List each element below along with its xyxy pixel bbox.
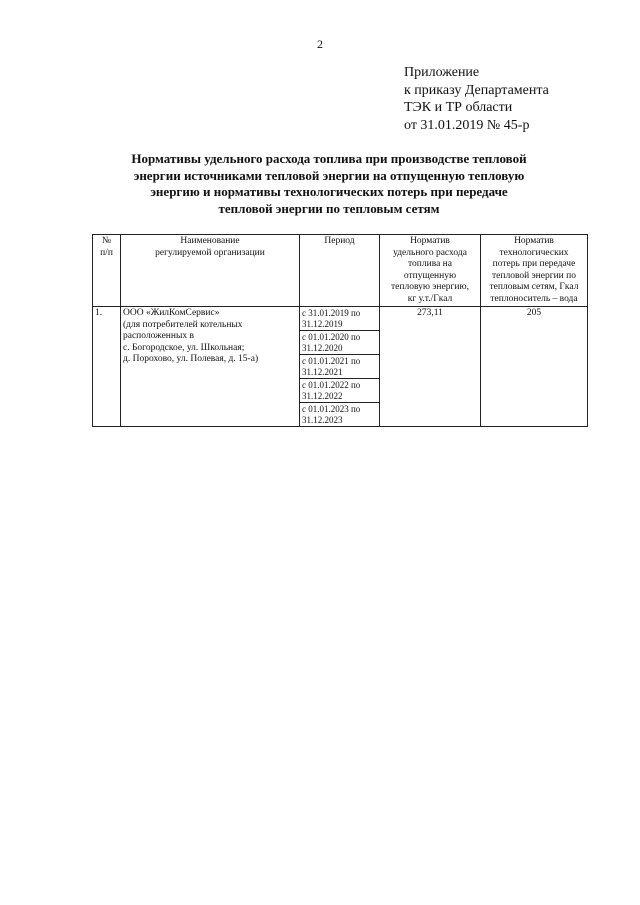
table-row [93, 307, 588, 427]
period-cell: с 01.01.2021 по 31.12.2021 [300, 355, 379, 379]
header-organization: Наименование регулируемой организации [121, 235, 300, 307]
row-num: 1. [93, 307, 121, 427]
period-cell: с 01.01.2020 по 31.12.2020 [300, 331, 379, 355]
row-organization: ООО «ЖилКомСервис» (для потребителей котельных расположенных в с. Богородское, ул. Школьная; д. Порохово, ул. Полевая, д. 15-а) [121, 307, 300, 427]
appendix-line: Приложение [404, 65, 480, 80]
header-fuel-norm: Норматив удельного расхода топлива на отпущенную тепловую энергию, кг у.т./Гкал [380, 235, 481, 307]
appendix-line: к приказу Департамента [404, 82, 549, 98]
period-cell: с 01.01.2022 по 31.12.2022 [300, 379, 379, 403]
title-line: энергию и нормативы технологических потерь при передаче [150, 184, 508, 199]
header-num: № п/п [93, 235, 121, 307]
document-title [100, 151, 558, 217]
table-header-row [93, 235, 588, 307]
row-fuel-norm: 273,11 [380, 307, 481, 427]
period-cell: с 31.01.2019 по 31.12.2019 [300, 307, 379, 331]
appendix-block [404, 64, 549, 134]
row-loss-norm: 205 [481, 307, 588, 427]
row-periods [300, 307, 380, 427]
period-cell: с 01.01.2023 по 31.12.2023 [302, 404, 361, 425]
page-number: 2 [317, 37, 323, 51]
header-loss-norm: Норматив технологических потерь при передаче тепловой энергии по тепловым сетям, Гкал теплоноситель – вода [481, 235, 588, 307]
header-period: Период [300, 235, 380, 307]
title-line: тепловой энергии по тепловым сетям [218, 200, 440, 216]
title-line: Нормативы удельного расхода топлива при производстве тепловой [131, 151, 527, 166]
title-line: энергии источниками тепловой энергии на отпущенную тепловую [133, 167, 525, 183]
norms-table [92, 234, 588, 427]
appendix-line: ТЭК и ТР области [404, 100, 513, 115]
appendix-line: от 31.01.2019 № 45-р [404, 117, 530, 133]
